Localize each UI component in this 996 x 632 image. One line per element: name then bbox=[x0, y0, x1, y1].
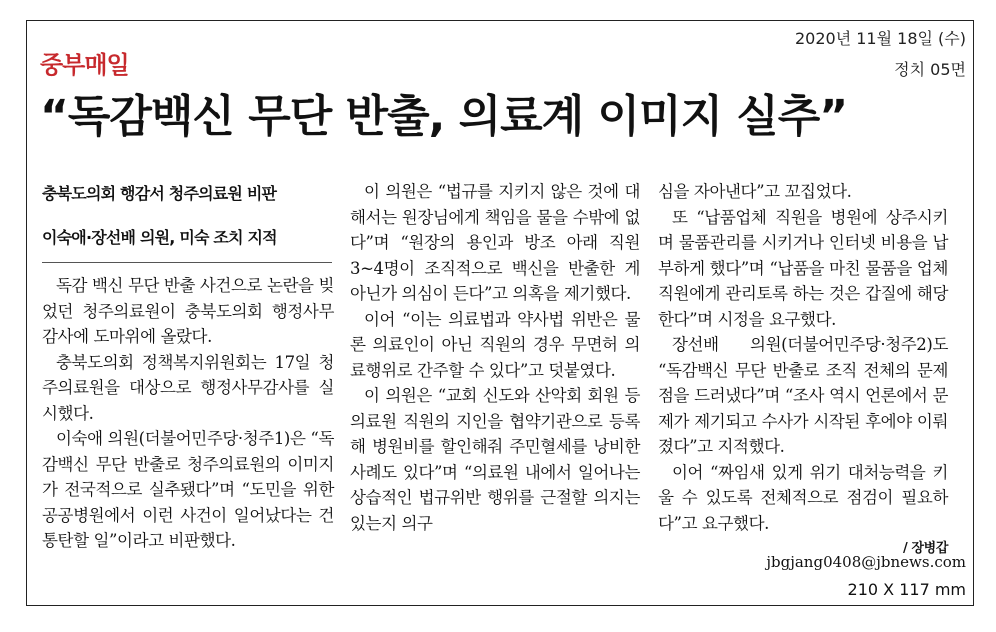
subhead-divider bbox=[42, 262, 332, 263]
paragraph: 장선배 의원(더불어민주당·청주2)도 “독감백신 무단 반출로 조직 전체의 문제점을 드러냈다”며 “조사 역시 언론에서 문제가 제기되고 수사가 시작된 후에야 이뤄졌다”고 지적했다. bbox=[658, 335, 948, 456]
headline: “독감백신 무단 반출, 의료계 이미지 실추” bbox=[40, 91, 848, 142]
paragraph: 이숙애 의원(더불어민주당·청주1)은 “독감백신 무단 반출로 청주의료원의 이미지가 전국적으로 실추됐다”며 “도민을 위한 공공병원에서 이런 사건이 일어났다는 건 통탄할 일”이라고 비판했다. bbox=[42, 429, 334, 550]
newspaper-logo bbox=[40, 45, 129, 80]
reporter-email: jbgjang0408@jbnews.com bbox=[766, 553, 966, 571]
paragraph: 또 “납품업체 직원을 병원에 상주시키며 물품관리를 시키거나 인터넷 비용을 납부하게 했다”며 “납품을 마친 물품을 업체 직원에게 관리토록 하는 것은 갑질에 해당한다”며 시정을 요구했다. bbox=[658, 207, 948, 329]
paragraph: 충북도의회 정책복지위원회는 17일 청주의료원을 대상으로 행정사무감사를 실시했다. bbox=[42, 352, 334, 423]
paragraph: 이어 “이는 의료법과 약사법 위반은 물론 의료인이 아닌 직원의 경우 무면허 의료행위로 간주할 수 있다”고 덧붙였다. bbox=[350, 309, 640, 380]
paragraph: 이 의원은 “교회 신도와 산악회 회원 등 의료원 직원의 지인을 협약기관으로 등록해 병원비를 할인해줘 주민혈세를 낭비한 사례도 있다”며 “의료원 내에서 일어나는 상습적인 법규위반 행위를 근절할 의지는 있는지 의구 bbox=[350, 386, 640, 533]
paragraph: 이어 “짜임새 있게 위기 대처능력을 키울 수 있도록 전체적으로 점검이 필요하다”고 요구했다. bbox=[658, 462, 948, 533]
subhead-1: 충북도의회 행감서 청주의료원 비판 bbox=[42, 184, 277, 203]
article-column-2 bbox=[350, 179, 640, 536]
article-column-1 bbox=[42, 273, 334, 554]
page-section: 정치 05면 bbox=[894, 60, 966, 79]
article-column-3 bbox=[658, 179, 948, 562]
paragraph: 심을 자아낸다”고 꼬집었다. bbox=[658, 182, 852, 201]
logo-part2: 매일 bbox=[84, 51, 129, 79]
logo-part1: 중부 bbox=[40, 51, 85, 79]
publication-date: 2020년 11월 18일 (수) bbox=[794, 29, 966, 48]
paragraph: 독감 백신 무단 반출 사건으로 논란을 빚었던 청주의료원이 충북도의회 행정사무감사에 도마위에 올랐다. bbox=[42, 276, 334, 346]
byline: / 장병갑 bbox=[903, 541, 948, 556]
subhead-2: 이숙애·장선배 의원, 미숙 조치 지적 bbox=[42, 228, 277, 247]
clipping-size: 210 X 117 mm bbox=[847, 580, 966, 599]
paragraph: 이 의원은 “법규를 지키지 않은 것에 대해서는 원장님에게 책임을 물을 수밖에 없다”며 “원장의 용인과 방조 아래 직원 3~4명이 조직적으로 백신을 반출한 게 아닌가 의심이 든다”고 의혹을 제기했다. bbox=[350, 182, 640, 303]
